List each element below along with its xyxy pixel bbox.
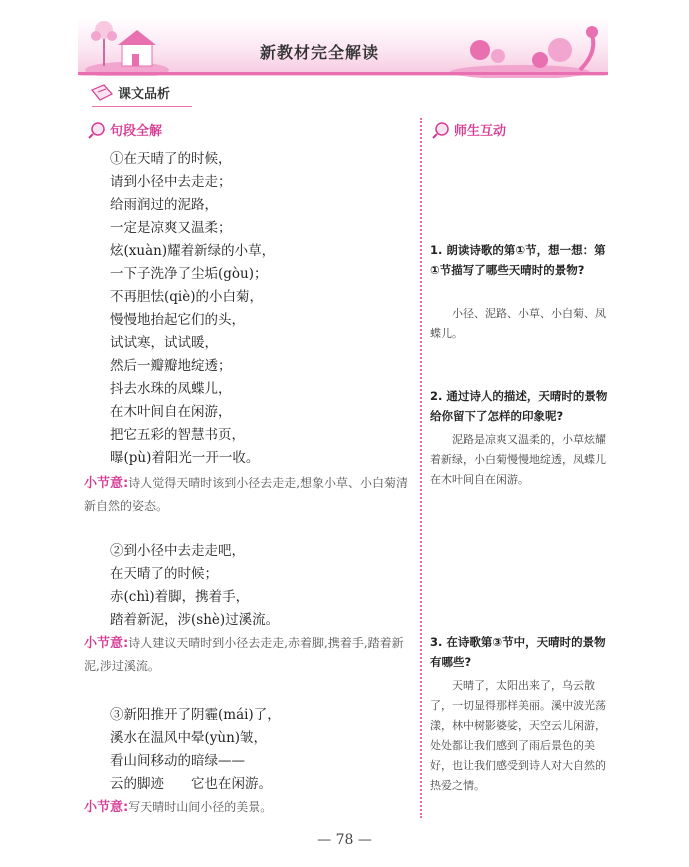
poem-line: 看山间移动的暗绿——: [110, 753, 245, 769]
header-title: 新教材完全解读: [260, 43, 380, 62]
stanza-2: [110, 540, 279, 632]
magnifier-icon: [432, 121, 450, 139]
column-divider: [420, 118, 422, 818]
answer-2: 泥路是凉爽又温柔的，小草炫耀着新绿，小白菊慢慢地绽透，凤蝶儿在木叶间自在闲游。: [430, 433, 606, 486]
right-heading: [432, 120, 506, 139]
poem-line: 踏着新泥，涉(shè)过溪流。: [110, 612, 280, 628]
magnifier-icon: [88, 121, 106, 139]
flower-decoration-icon: [450, 20, 610, 78]
note-text: 诗人觉得天晴时该到小径去走走,想象小草、小白菊清新自然的姿态。: [84, 476, 409, 513]
question-1: 1. 朗读诗歌的第①节，想一想：第①节描写了哪些天晴时的景物?: [430, 243, 606, 277]
poem-line: 在天晴了的时候；: [110, 566, 218, 582]
poem-line: 慢慢地抬起它们的头，: [110, 312, 245, 328]
poem-line: ①在天晴了的时候，: [110, 151, 232, 167]
answer-3: 天晴了，太阳出来了，乌云散了，一切显得那样美丽。溪中波光荡漾，林中树影婆娑，天空云儿闲游，处处都让我们感到了雨后景色的美好，也让我们感受到诗人对大自然的热爱之情。: [430, 679, 606, 792]
note-2: [84, 632, 409, 677]
poem-line: 把它五彩的智慧书页，: [110, 427, 245, 443]
poem-line: 然后一瓣瓣地绽透；: [110, 358, 232, 374]
poem-line: 请到小径中去走走；: [110, 174, 232, 190]
stanza-3: [110, 704, 281, 796]
section-tag: [90, 83, 170, 102]
poem-line: ③新阳推开了阴霾(mái)了，: [110, 707, 281, 723]
poem-line: 云的脚迹 它也在闲游。: [110, 776, 272, 792]
note-label: 小节意:: [84, 800, 129, 815]
question-3: 3. 在诗歌第③节中，天晴时的景物有哪些?: [430, 635, 606, 669]
left-heading: [88, 120, 162, 139]
question-2: 2. 通过诗人的描述，天晴时的景物给你留下了怎样的印象呢?: [430, 389, 608, 423]
page-header: [0, 0, 689, 80]
poem-line: 一定是凉爽又温柔；: [110, 220, 232, 236]
answer-1: 小径、泥路、小草、小白菊、凤蝶儿。: [430, 307, 606, 340]
page-number: — 78 —: [317, 832, 372, 848]
poem-line: 一下子洗净了尘垢(gòu)；: [110, 266, 268, 282]
poem-line: 赤(chì)着脚，携着手，: [110, 589, 250, 605]
poem-line: 溪水在温风中晕(yùn)皱，: [110, 730, 268, 746]
poem-line: 抖去水珠的凤蝶儿，: [110, 381, 232, 397]
note-label: 小节意:: [84, 636, 129, 651]
right-heading-label: 师生互动: [454, 124, 507, 139]
poem-line: 在木叶间自在闲游，: [110, 404, 232, 420]
poem-line: 炫(xuàn)耀着新绿的小草，: [110, 243, 276, 259]
header-rule: [78, 72, 608, 75]
poem-line: 给雨润过的泥路，: [110, 197, 218, 213]
section-underline: [92, 106, 192, 107]
poem-line: ②到小径中去走走吧，: [110, 543, 245, 559]
note-text: 诗人建议天晴时到小径去走走,赤着脚,携着手,踏着新泥,涉过溪流。: [84, 636, 404, 673]
left-heading-label: 句段全解: [110, 124, 163, 139]
note-3: [84, 796, 409, 819]
note-label: 小节意:: [84, 476, 129, 491]
poem-line: 试试寒，试试暖，: [110, 335, 218, 351]
poem-line: 曝(pù)着阳光一开一收。: [110, 450, 260, 466]
book-icon: [90, 84, 114, 102]
note-text: 写天晴时山间小径的美景。: [128, 800, 273, 814]
house-decoration-icon: [82, 14, 172, 76]
poem-line: 不再胆怯(qiè)的小白菊，: [110, 289, 263, 305]
stanza-1: [110, 148, 275, 470]
section-label: 课文品析: [118, 87, 171, 102]
note-1: [84, 472, 409, 517]
